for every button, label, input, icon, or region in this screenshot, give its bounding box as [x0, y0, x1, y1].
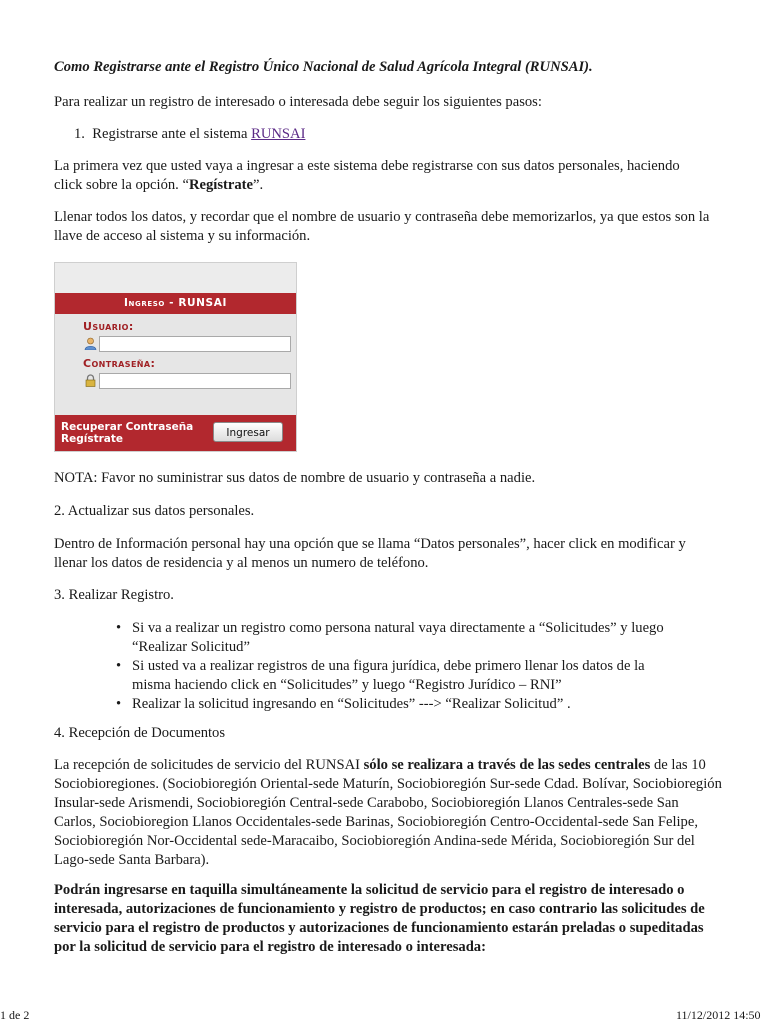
reception-paragraph-bold: sólo se realizara a través de las sedes centrales: [363, 757, 651, 773]
print-date: 11/12/2012 14:50: [676, 1008, 761, 1022]
login-submit-button[interactable]: Ingresar: [213, 422, 283, 442]
user-row: [83, 334, 296, 353]
step-1-number: 1.: [74, 126, 85, 142]
reception-paragraph-post: de las 10 Sociobioregiones. (Sociobioregión Oriental-sede Maturín, Sociobioregión Sur-sede Cdad. Bolívar, Sociobioregión Insular-sede Arismendi, Sociobioregión Central-sede Carabobo, Sociobioregión Llanos Centrales-sede San Carlos, Sociobioregion Llanos Occidentales-sede Barinas, Sociobioregión Centro-Occidental-sede San Felipe, Sociobioregión Nor-Occidental sede-Maracaibo, Sociobioregión Andina-sede Mérida, Sociobioregión Sur del Lago-sede Santa Barbara).: [54, 757, 722, 868]
password-row: [83, 371, 296, 390]
bullet-item-1: • Si va a realizar un registro como persona natural vaya directamente a “Solicitudes” y luego “Realizar Solicitud”: [116, 619, 676, 657]
step-3: 3. Realizar Registro.: [54, 587, 174, 603]
registration-paragraph-end: ”.: [252, 177, 264, 193]
intro-paragraph: Para realizar un registro de interesado o interesada debe seguir los siguientes pasos:: [54, 94, 542, 110]
bullet-item-3: • Realizar la solicitud ingresando en “Solicitudes” ---> “Realizar Solicitud” .: [116, 695, 676, 714]
registration-paragraph: [54, 157, 694, 195]
counter-paragraph: Podrán ingresarse en taquilla simultáneamente la solicitud de servicio para el registro de interesado o interesada, autorizaciones de funcionamiento y registro de productos; en caso contrario las solicitudes de servicio para el registro de productos y autorizaciones de funcionamiento estarán preladas o supeditadas por la solicitud de servicio para el registro de interesado o interesada:: [54, 882, 705, 955]
page-number: 1 de 2: [0, 1008, 30, 1022]
register-link[interactable]: Regístrate: [61, 433, 123, 445]
note-paragraph: NOTA: Favor no suministrar sus datos de nombre de usuario y contraseña a nadie.: [54, 470, 536, 486]
username-input[interactable]: [99, 336, 291, 352]
recover-password-link[interactable]: Recuperar Contraseña: [61, 421, 194, 433]
user-label: Usuario:: [83, 320, 134, 333]
login-header: Ingreso - RUNSAI: [55, 293, 296, 314]
step-1: [74, 125, 305, 144]
registrate-bold: Regístrate: [188, 177, 253, 193]
lock-icon: [83, 374, 97, 388]
login-box-image: [54, 262, 297, 452]
user-icon: [83, 337, 97, 351]
reception-paragraph-pre: La recepción de solicitudes de servicio del RUNSAI: [54, 757, 364, 773]
step-4: 4. Recepción de Documentos: [54, 725, 226, 741]
reception-paragraph: [54, 756, 722, 870]
step-1-text: Registrarse ante el sistema: [92, 126, 252, 142]
login-top-bar: [55, 263, 296, 293]
fill-data-paragraph: Llenar todos los datos, y recordar que el nombre de usuario y contraseña debe memorizarlos, ya que estos son la llave de acceso al sistema y su información.: [54, 209, 710, 244]
bullet-list: [116, 619, 676, 714]
step-2: 2. Actualizar sus datos personales.: [54, 503, 255, 519]
password-input[interactable]: [99, 373, 291, 389]
document-title: Como Registrarse ante el Registro Único Nacional de Salud Agrícola Integral (RUNSAI).: [54, 59, 593, 75]
login-footer-links: [61, 421, 193, 445]
login-footer: [55, 415, 296, 451]
registration-paragraph-text: La primera vez que usted vaya a ingresar a este sistema debe registrarse con sus datos personales, haciendo click sobre la opción. “: [54, 158, 680, 193]
password-label: Contraseña:: [83, 357, 156, 370]
login-body: [55, 314, 296, 420]
personal-data-paragraph: Dentro de Información personal hay una opción que se llama “Datos personales”, hacer click en modificar y llenar los datos de residencia y al menos un numero de teléfono.: [54, 536, 686, 571]
runsai-link[interactable]: RUNSAI: [251, 126, 306, 142]
bullet-item-2: • Si usted va a realizar registros de una figura jurídica, debe primero llenar los datos de la misma haciendo click en “Solicitudes” y luego “Registro Jurídico – RNI”: [116, 657, 676, 695]
